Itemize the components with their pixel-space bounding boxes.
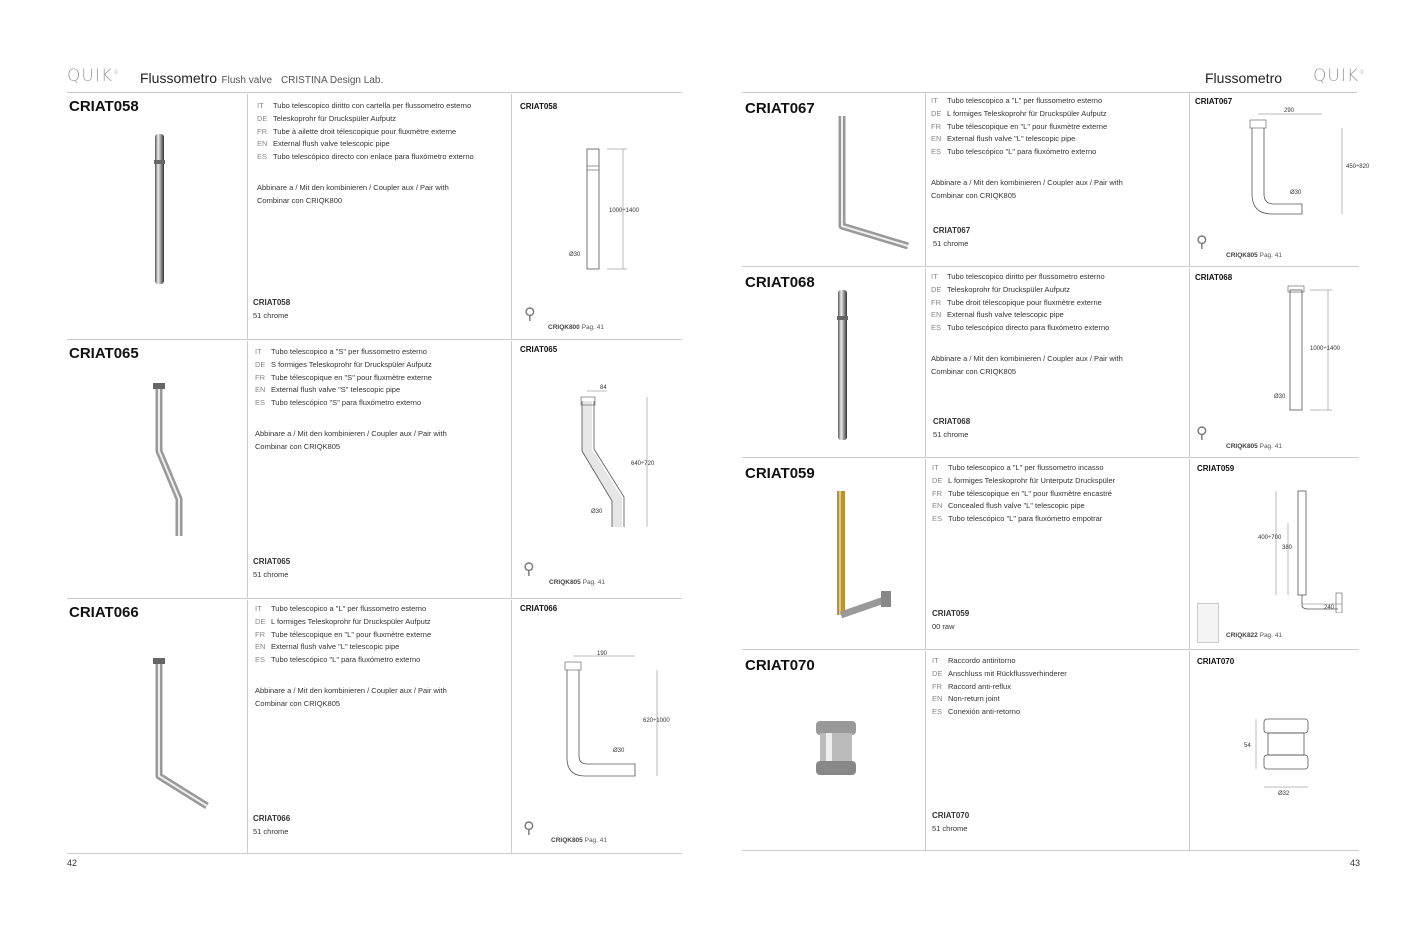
reference-link[interactable]: CRIQK805 Pag. 41: [549, 579, 606, 586]
product-row-criat059: [742, 459, 1359, 650]
product-description: IT Tubo telescopico a "L" per flussometro incasso DE L formiges Teleskoprohr für Unterputz Druckspüler FR Tube télescopique en "L" pour fluxmètre encastré EN Concealed flush valve "L" telescopic pipe ES Tubo telescópico "L" para fluxómetro empotrar: [932, 463, 1116, 524]
svg-text:190: 190: [597, 651, 608, 657]
drawing-title: CRIAT068: [1195, 273, 1233, 282]
product-finish: CRIAT059 00 raw: [932, 609, 970, 631]
svg-text:54: 54: [1244, 743, 1251, 749]
product-photo: [828, 288, 858, 448]
left-header: [67, 66, 682, 93]
quik-logo: QUIK®: [1313, 66, 1366, 86]
product-finish: CRIAT067 51 chrome: [933, 226, 971, 248]
drawing-title: CRIAT070: [1197, 657, 1235, 666]
product-photo: [145, 132, 175, 292]
pair-with-note: Abbinare a / Mit den kombinieren / Coupler aux / Pair with Combinar con CRIQK805: [931, 353, 1123, 376]
product-photo: [145, 656, 225, 816]
product-photo: [139, 381, 199, 541]
valve-icon: ⚲: [524, 306, 536, 323]
valve-icon: ⚲: [523, 820, 535, 837]
product-code: CRIAT067: [745, 100, 815, 117]
left-page: [0, 0, 713, 933]
product-description: IT Tubo telescopico diritto con cartella per flussometro esterno DE Teleskoprohr für Druckspüler Aufputz FR Tube à ailette droit télescopique pour fluxmètre externe EN External flush valve telescopic pipe ES Tubo telescópico directo con enlace para fluxómetro externo Abbinare a / Mit den kombinieren / Coupler aux / Pair with Combinar con CRIQK800: [257, 100, 517, 208]
pair-with-note: Abbinare a / Mit den kombinieren / Coupler aux / Pair with Combinar con CRIQK805: [255, 685, 447, 708]
valve-icon: ⚲: [1196, 234, 1208, 251]
product-row-criat067: [742, 92, 1370, 267]
svg-text:640÷720: 640÷720: [631, 461, 655, 467]
right-header: [742, 66, 1366, 93]
wall-plate-icon: [1197, 603, 1219, 643]
svg-text:620÷1000: 620÷1000: [643, 718, 670, 724]
page-number: 42: [67, 858, 78, 868]
product-row-criat068: [742, 268, 1359, 458]
product-row-criat058: [67, 94, 682, 340]
pair-with-note: Abbinare a / Mit den kombinieren / Coupler aux / Pair with Combinar con CRIQK805: [931, 177, 1123, 200]
svg-text:Ø30: Ø30: [613, 748, 625, 754]
reference-link[interactable]: CRIQK805 Pag. 41: [1226, 443, 1283, 450]
svg-text:450÷820: 450÷820: [1346, 164, 1370, 170]
product-description: IT Raccordo antiritorno DE Anschluss mit Rückflussverhinderer FR Raccord anti-reflux EN Non-return joint ES Conexión anti-retorno: [932, 656, 1067, 717]
section-title: Flussometro: [140, 70, 218, 86]
product-photo: [828, 112, 918, 252]
quik-logo: QUIK®: [67, 66, 120, 86]
svg-text:Ø30: Ø30: [591, 509, 603, 515]
valve-icon: ⚲: [1196, 425, 1208, 442]
drawing-title: CRIAT066: [520, 604, 558, 613]
product-code: CRIAT065: [69, 345, 139, 362]
svg-text:380: 380: [1282, 545, 1293, 551]
product-finish: CRIAT066 51 chrome: [253, 814, 291, 836]
product-code: CRIAT068: [745, 274, 815, 291]
svg-text:1000÷1400: 1000÷1400: [1310, 346, 1340, 352]
svg-text:84: 84: [600, 385, 607, 391]
page-number: 43: [1350, 858, 1361, 868]
product-row-criat066: [67, 600, 682, 854]
technical-drawing: [1252, 282, 1362, 417]
product-row-criat065: [67, 341, 682, 599]
product-finish: CRIAT070 51 chrome: [932, 811, 970, 833]
product-description: IT Tubo telescopico a "L" per flussometro esterno DE L formiges Teleskoprohr für Druckspüler Aufputz FR Tube télescopique en "L" pour fluxmètre externe EN External flush valve "L" telescopic pipe ES Tubo telescópico "L" para fluxómetro externo Abbinare a / Mit den kombinieren / Coupler aux / Pair with Combinar con CRIQK805: [255, 603, 515, 711]
svg-text:Ø30: Ø30: [1274, 394, 1286, 400]
technical-drawing: [1242, 483, 1362, 613]
product-finish: CRIAT058 51 chrome: [253, 298, 291, 320]
svg-text:240: 240: [1324, 605, 1335, 611]
product-code: CRIAT070: [745, 657, 815, 674]
product-description: IT Tubo telescopico a "L" per flussometro esterno DE L formiges Teleskoprohr für Druckspüler Aufputz FR Tube télescopique en "L" pour fluxmètre externe EN External flush valve "L" telescopic pipe ES Tubo telescópico "L" para fluxómetro externo Abbinare a / Mit den kombinieren / Coupler aux / Pair with Combinar con CRIQK805: [931, 95, 1191, 203]
technical-drawing: [567, 381, 687, 531]
product-photo: [827, 487, 907, 637]
product-finish: CRIAT065 51 chrome: [253, 557, 291, 579]
technical-drawing: [557, 144, 667, 274]
reference-link[interactable]: CRIQK805 Pag. 41: [1226, 252, 1283, 259]
drawing-title: CRIAT059: [1197, 464, 1235, 473]
reference-link[interactable]: CRIQK800 Pag. 41: [548, 324, 605, 331]
product-row-criat070: [742, 651, 1359, 851]
technical-drawing: [1230, 715, 1330, 805]
product-code: CRIAT058: [69, 98, 139, 115]
reference-link[interactable]: CRIQK822 Pag. 41: [1226, 632, 1283, 639]
technical-drawing: [1242, 102, 1392, 222]
product-description: IT Tubo telescopico diritto per flussometro esterno DE Teleskoprohr für Druckspüler Aufputz FR Tube droit télescopique pour fluxmètre externe EN External flush valve telescopic pipe ES Tubo telescópico directo para fluxómetro externo Abbinare a / Mit den kombinieren / Coupler aux / Pair with Combinar con CRIQK805: [931, 271, 1191, 379]
designer-label: CRISTINA Design Lab.: [280, 75, 384, 86]
product-code: CRIAT066: [69, 604, 139, 621]
drawing-title: CRIAT065: [520, 345, 558, 354]
right-page: [714, 0, 1427, 933]
pair-with-note: Abbinare a / Mit den kombinieren / Coupler aux / Pair with Combinar con CRIQK800: [257, 182, 449, 205]
svg-text:290: 290: [1284, 108, 1295, 114]
valve-icon: ⚲: [523, 561, 535, 578]
section-subtitle: Flush valve: [221, 75, 273, 86]
drawing-title: CRIAT058: [520, 102, 558, 111]
product-description: IT Tubo telescopico a "S" per flussometro esterno DE S formiges Teleskoprohr für Druckspüler Aufputz FR Tube télescopique en "S" pour fluxmètre externe EN External flush valve "S" telescopic pipe ES Tubo telescópico "S" para fluxómetro externo Abbinare a / Mit den kombinieren / Coupler aux / Pair with Combinar con CRIQK805: [255, 346, 515, 454]
drawing-title: CRIAT067: [1195, 97, 1233, 106]
product-code: CRIAT059: [745, 465, 815, 482]
svg-text:Ø30: Ø30: [1290, 190, 1302, 196]
svg-text:Ø30: Ø30: [569, 252, 581, 258]
svg-text:1000÷1400: 1000÷1400: [609, 208, 639, 214]
product-finish: CRIAT068 51 chrome: [933, 417, 971, 439]
reference-link[interactable]: CRIQK805 Pag. 41: [551, 837, 608, 844]
svg-text:Ø32: Ø32: [1278, 791, 1290, 797]
technical-drawing: [547, 648, 677, 783]
product-photo: [812, 719, 862, 781]
section-title: Flussometro: [1205, 70, 1283, 86]
svg-text:400÷700: 400÷700: [1258, 535, 1282, 541]
pair-with-note: Abbinare a / Mit den kombinieren / Coupler aux / Pair with Combinar con CRIQK805: [255, 428, 447, 451]
